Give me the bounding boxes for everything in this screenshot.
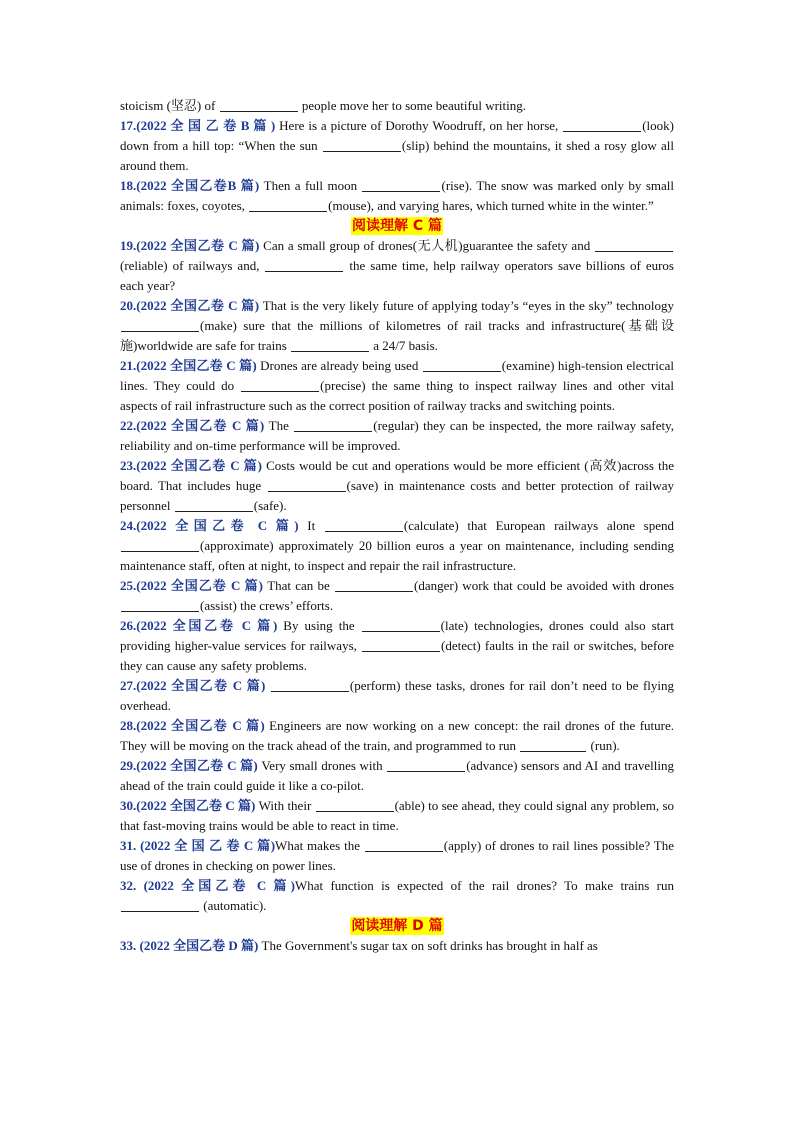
question-item (120, 356, 674, 416)
answer-blank[interactable] (362, 638, 440, 652)
question-text: (late) technologies, drones could also start providing higher-value services for railways, (120, 618, 675, 653)
question-text: the same time, help railway operators save billions of euros each year? (120, 258, 674, 293)
answer-blank[interactable] (423, 358, 501, 372)
question-text: (automatic). (200, 898, 267, 913)
question-text: (precise) the same thing to inspect railway lines and other vital aspects of rail infrastructure such as the correct position of railway tracks and switching points. (120, 378, 674, 413)
question-text: Drones are already being used (256, 358, 422, 373)
question-source-tag: 30.(2022 全国乙卷 C 篇) (120, 798, 256, 813)
question-text: Very small drones with (257, 758, 387, 773)
answer-blank[interactable] (387, 758, 465, 772)
question-item (120, 516, 674, 576)
question-text: (slip) behind the mountains, it shed a rosy glow all around them. (120, 138, 674, 173)
section-heading-text: 阅读理解 C 篇 (351, 218, 443, 234)
question-text: stoicism (坚忍) of (120, 98, 219, 113)
question-source-tag: 21.(2022 全国乙卷 C 篇) (120, 358, 257, 373)
question-text: Here is a picture of Dorothy Woodruff, on her horse, (275, 118, 563, 133)
answer-blank[interactable] (121, 598, 199, 612)
question-source-tag: 17.(2022 全 国 乙 卷 B 篇 ) (120, 118, 276, 133)
question-text (265, 678, 270, 693)
question-text: (detect) faults in the rail or switches, before they can cause any safety problems. (120, 638, 674, 673)
question-item (120, 576, 674, 616)
question-text: (approximate) approximately 20 billion euros a year on maintenance, including sending maintenance staff, often at night, to inspect and repair the rail infrastructure. (120, 538, 674, 573)
question-text: (run). (587, 738, 620, 753)
question-text: (apply) of drones to rail lines possible? The use of drones in checking on power lines. (120, 838, 675, 873)
question-source-tag: 20.(2022 全国乙卷 C 篇) (120, 298, 260, 313)
question-text: (able) to see ahead, they could signal any problem, so that fast-moving trains would be able to react in time. (120, 798, 675, 833)
answer-blank[interactable] (563, 118, 641, 132)
question-item (120, 876, 674, 916)
question-text: What function is expected of the rail drones? To make trains run (294, 878, 674, 893)
question-text: The (264, 418, 294, 433)
question-item (120, 116, 674, 176)
answer-blank[interactable] (249, 198, 327, 212)
answer-blank[interactable] (291, 338, 369, 352)
question-text: Can a small group of drones(无人机)guarantee the safety and (259, 238, 594, 253)
question-item (120, 96, 674, 116)
answer-blank[interactable] (294, 418, 372, 432)
question-source-tag: 31. (2022 全 国 乙 卷 C 篇) (120, 838, 276, 853)
question-text: Costs would be cut and operations would be more efficient (高效)across the board. That includes huge (120, 458, 674, 493)
question-item (120, 456, 674, 516)
question-text: It (298, 518, 324, 533)
question-item (120, 676, 674, 716)
question-text: With their (255, 798, 315, 813)
answer-blank[interactable] (520, 738, 586, 752)
question-source-tag: 22.(2022 全国乙卷 C 篇) (120, 418, 265, 433)
question-text: What makes the (275, 838, 364, 853)
question-source-tag: 33. (2022 全国乙卷 D 篇) (120, 938, 259, 953)
question-text: (advance) sensors and AI and travelling ahead of the train could guide it like a co-pilot. (120, 758, 675, 793)
answer-blank[interactable] (323, 138, 401, 152)
question-source-tag: 25.(2022 全国乙卷 C 篇) (120, 578, 263, 593)
question-source-tag: 26.(2022 全国乙卷 C 篇) (120, 618, 278, 633)
answer-blank[interactable] (325, 518, 403, 532)
answer-blank[interactable] (175, 498, 253, 512)
question-item (120, 936, 674, 956)
question-text: (regular) they can be inspected, the more railway safety, reliability and on-time performance will be improved. (120, 418, 674, 453)
question-source-tag: 32. (2022 全国乙卷 C 篇) (120, 878, 295, 893)
question-text: (make) sure that the millions of kilometres of rail tracks and infrastructure(基础设施)worldwide are safe for trains (120, 318, 674, 353)
question-text: Engineers are now working on a new concept: the rail drones of the future. They will be moving on the track ahead of the train, and programmed to run (120, 718, 674, 753)
question-item (120, 616, 674, 676)
answer-blank[interactable] (121, 898, 199, 912)
question-item (120, 796, 674, 836)
question-text: people move her to some beautiful writing. (298, 98, 527, 113)
question-text: (examine) high-tension electrical lines. They could do (120, 358, 674, 393)
question-text: (rise). The snow was marked only by small animals: foxes, coyotes, (120, 178, 674, 213)
section-heading-text: 阅读理解 D 篇 (351, 918, 443, 934)
answer-blank[interactable] (265, 258, 343, 272)
question-text: (calculate) that European railways alone spend (403, 518, 675, 533)
question-item (120, 176, 674, 216)
question-source-tag: 27.(2022 全国乙卷 C 篇) (120, 678, 266, 693)
question-text: (save) in maintenance costs and better protection of railway personnel (120, 478, 674, 513)
answer-blank[interactable] (335, 578, 413, 592)
question-item (120, 296, 674, 356)
question-item (120, 756, 674, 796)
answer-blank[interactable] (316, 798, 394, 812)
question-text: (perform) these tasks, drones for rail don’t need to be flying overhead. (120, 678, 675, 713)
question-text: a 24/7 basis. (370, 338, 438, 353)
answer-blank[interactable] (365, 838, 443, 852)
section-heading (120, 916, 674, 936)
answer-blank[interactable] (241, 378, 319, 392)
question-item (120, 416, 674, 456)
answer-blank[interactable] (362, 178, 440, 192)
question-text: (mouse), and varying hares, which turned white in the winter.” (328, 198, 654, 213)
question-text: That is the very likely future of applying today’s “eyes in the sky” technology (259, 298, 674, 313)
question-text: (assist) the crews’ efforts. (200, 598, 334, 613)
answer-blank[interactable] (121, 318, 199, 332)
question-text: Then a full moon (259, 178, 362, 193)
question-text: (danger) work that could be avoided with drones (414, 578, 675, 593)
answer-blank[interactable] (121, 538, 199, 552)
answer-blank[interactable] (362, 618, 440, 632)
question-text: The Government's sugar tax on soft drinks has brought in half as (258, 938, 598, 953)
question-item (120, 836, 674, 876)
question-text: (look) down from a hill top: “When the sun (120, 118, 674, 153)
question-source-tag: 24.(2022 全国乙卷 C 篇) (120, 518, 299, 533)
answer-blank[interactable] (268, 478, 346, 492)
question-source-tag: 19.(2022 全国乙卷 C 篇) (120, 238, 260, 253)
question-text: That can be (262, 578, 335, 593)
question-text: (safe). (253, 498, 287, 513)
answer-blank[interactable] (595, 238, 673, 252)
question-source-tag: 23.(2022 全国乙卷 C 篇) (120, 458, 262, 473)
question-item (120, 236, 674, 296)
question-item (120, 716, 674, 756)
answer-blank[interactable] (220, 98, 298, 112)
question-source-tag: 29.(2022 全国乙卷 C 篇) (120, 758, 258, 773)
worksheet-page (120, 96, 674, 956)
section-heading (120, 216, 674, 236)
question-source-tag: 28.(2022 全国乙卷 C 篇) (120, 718, 265, 733)
question-source-tag: 18.(2022 全国乙卷B 篇) (120, 178, 260, 193)
question-text: (reliable) of railways and, (120, 258, 265, 273)
question-text: By using the (277, 618, 361, 633)
answer-blank[interactable] (271, 678, 349, 692)
